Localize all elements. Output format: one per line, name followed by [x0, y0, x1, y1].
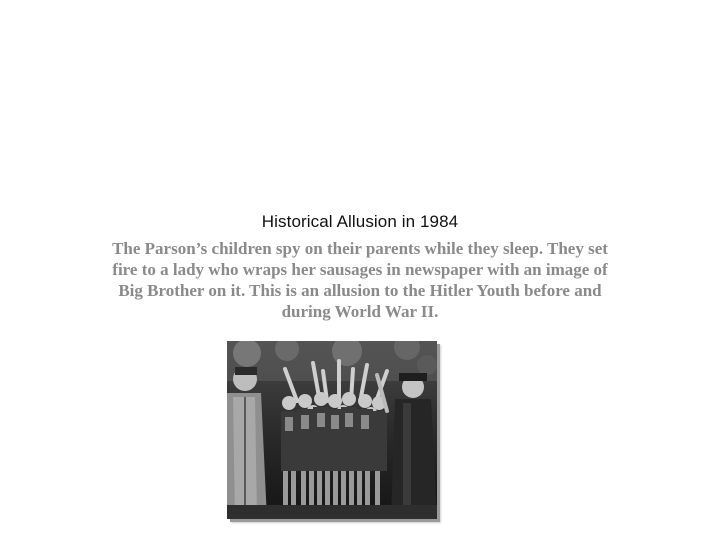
slide-body-text: The Parson’s children spy on their parents while they sleep. They set fire to a lady who wraps her sausages in newspaper with an image of Big Brother on it. This is an allusion to the Hitler Youth before and during World War II.	[112, 239, 608, 321]
slide-title: Historical Allusion in 1984	[261, 212, 459, 231]
historical-photo-image	[227, 341, 437, 519]
historical-photo	[227, 341, 437, 519]
